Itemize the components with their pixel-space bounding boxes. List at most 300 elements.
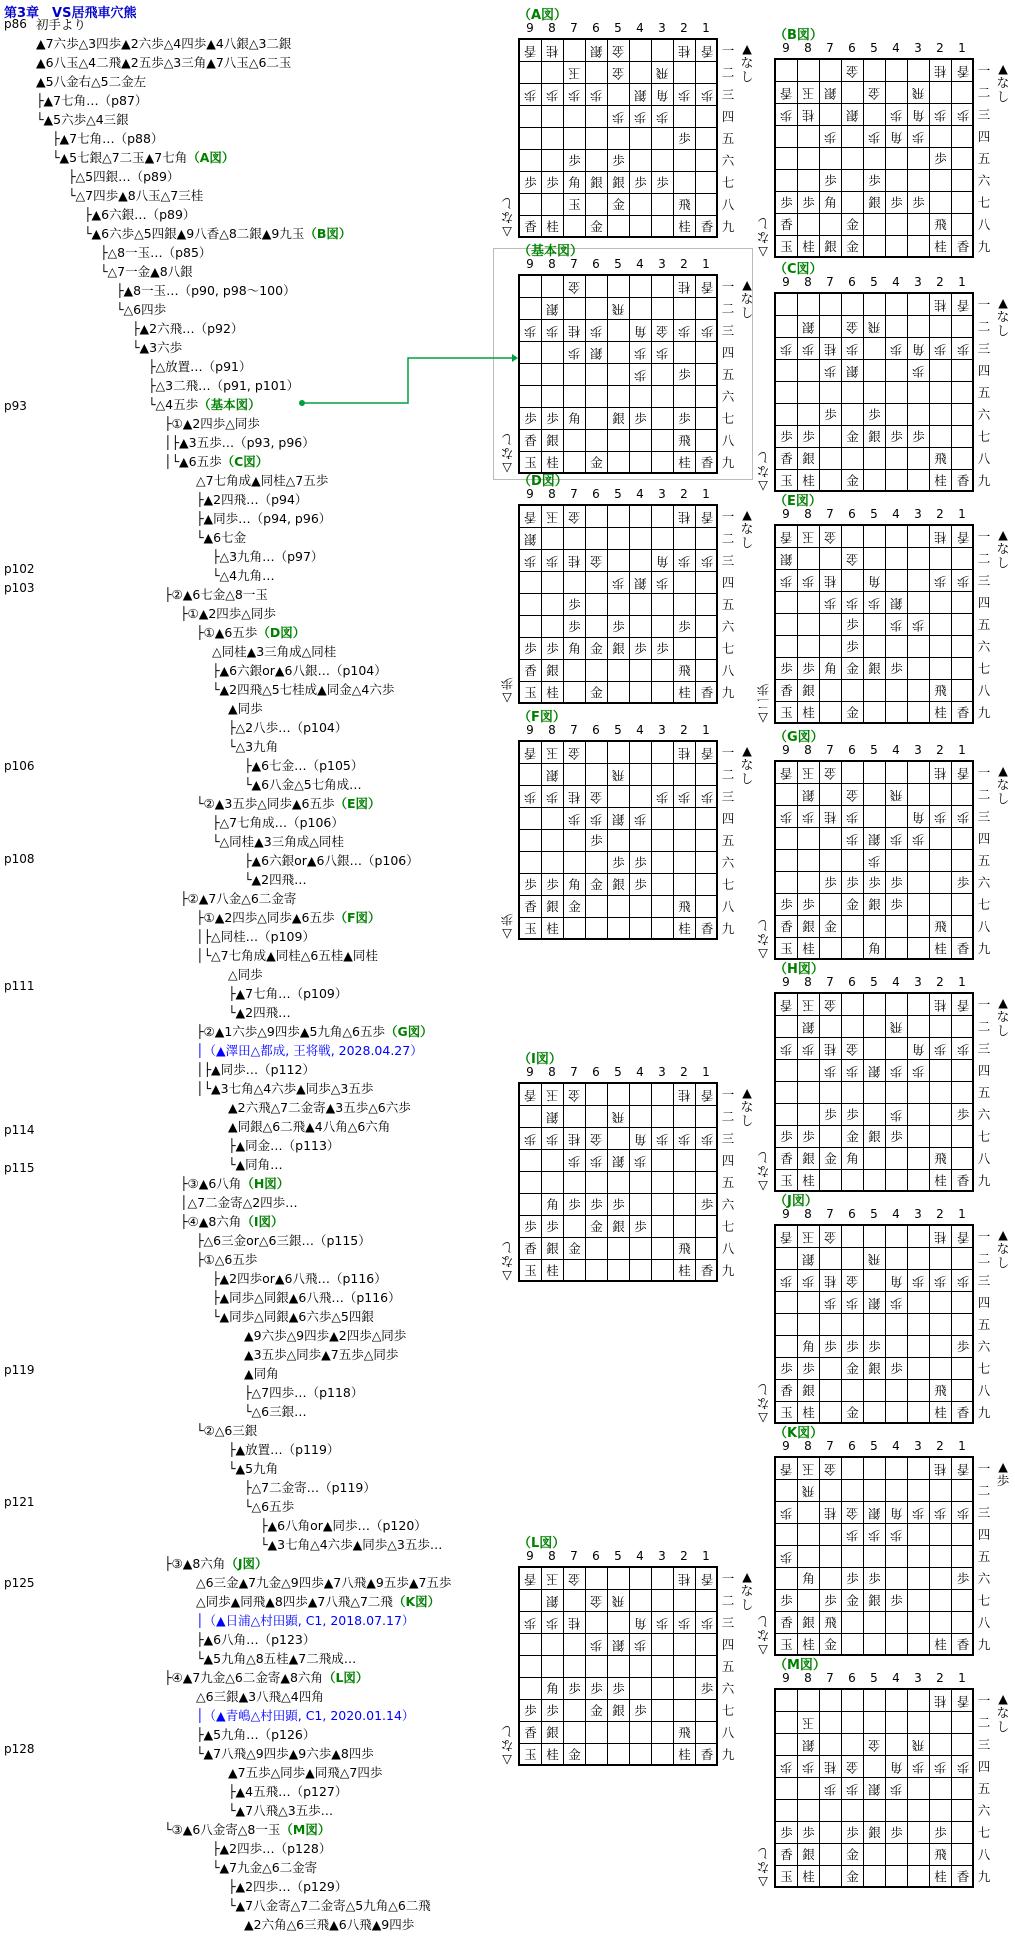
row-label: 五 xyxy=(721,1175,735,1190)
gote-piece: 歩 xyxy=(934,1274,947,1289)
row-label: 三 xyxy=(721,553,735,568)
gote-piece: 歩 xyxy=(890,1108,903,1123)
sente-piece: 香 xyxy=(700,455,714,470)
gote-piece: 歩 xyxy=(956,1042,970,1057)
sente-piece: 香 xyxy=(700,1263,714,1278)
move-text: △7七角成▲同桂△7五歩 xyxy=(196,473,329,488)
sente-piece: 歩 xyxy=(524,1703,537,1718)
move-text: └▲同歩△同銀▲6六歩△5四銀 xyxy=(212,1309,374,1324)
gote-piece: 歩 xyxy=(524,790,537,805)
sente-piece: 桂 xyxy=(934,1637,947,1652)
column-label: 8 xyxy=(548,257,556,271)
sente-piece: 金 xyxy=(590,877,603,892)
column-label: 8 xyxy=(548,487,556,501)
gote-piece: 歩 xyxy=(546,88,559,103)
diagram-label: （A図） xyxy=(518,8,568,23)
row-label: 六 xyxy=(977,407,991,422)
sente-piece: 歩 xyxy=(634,641,647,656)
column-label: 6 xyxy=(592,21,600,35)
sente-hand: ▲ な し xyxy=(996,1691,1010,1734)
row-label: 三 xyxy=(977,107,991,122)
gote-piece: 桂 xyxy=(934,1462,947,1477)
sente-piece: 桂 xyxy=(678,1263,691,1278)
gote-piece: 歩 xyxy=(700,790,714,805)
gote-piece: 香 xyxy=(700,746,714,761)
gote-piece: 歩 xyxy=(890,1296,903,1311)
gote-piece: 桂 xyxy=(802,108,815,123)
gote-piece: 銀 xyxy=(634,576,647,591)
column-label: 4 xyxy=(892,1671,900,1685)
column-label: 4 xyxy=(636,1549,644,1563)
gote-piece: 歩 xyxy=(524,88,537,103)
sente-hand: ▲ 歩 xyxy=(996,1459,1010,1488)
move-text: △同桂▲3三角成△同桂 xyxy=(212,644,337,659)
move-text: └▲2四飛… xyxy=(244,872,307,887)
sente-piece: 金 xyxy=(612,197,625,212)
move-text: └△6五歩 xyxy=(244,1499,295,1514)
sente-piece: 歩 xyxy=(890,1361,903,1376)
sente-piece: 玉 xyxy=(524,455,537,470)
move-text: ├▲5九角…（p126） xyxy=(196,1727,316,1742)
sente-piece: 玉 xyxy=(780,941,793,956)
page-ref-p128: p128 xyxy=(4,1742,35,1756)
row-label: 三 xyxy=(977,1737,991,1752)
gote-piece: 歩 xyxy=(700,324,714,339)
column-label: 6 xyxy=(848,1439,856,1453)
sente-piece: 香 xyxy=(956,1173,970,1188)
column-label: 5 xyxy=(870,743,878,757)
column-label: 2 xyxy=(680,257,688,271)
sente-piece: 金 xyxy=(590,219,603,234)
sente-piece: 歩 xyxy=(780,1361,793,1376)
gote-piece: 金 xyxy=(568,510,581,525)
sente-hand: ▲ な し xyxy=(740,41,754,84)
sente-piece: 桂 xyxy=(802,1869,815,1884)
column-label: 1 xyxy=(702,723,710,737)
sente-hand: ▲ な し xyxy=(740,1085,754,1128)
page-ref-p114: p114 xyxy=(4,1123,35,1137)
move-text: │├▲3五歩…（p93, p96） xyxy=(164,435,315,450)
sente-hand: ▲ な し xyxy=(996,295,1010,338)
move-text: ▲同歩 xyxy=(228,701,263,716)
sente-piece: 金 xyxy=(846,897,859,912)
move-text: ├▲6六銀or▲6八銀…（p104） xyxy=(212,663,387,678)
gote-piece: 歩 xyxy=(802,1274,815,1289)
gote-piece: 香 xyxy=(780,86,793,101)
column-label: 5 xyxy=(870,41,878,55)
gote-piece: 歩 xyxy=(956,1760,970,1775)
gote-piece: 玉 xyxy=(802,530,815,545)
diagram-ref: （E図） xyxy=(334,796,381,811)
gote-piece: 歩 xyxy=(700,1132,714,1147)
sente-piece: 銀 xyxy=(612,641,625,656)
sente-piece: 歩 xyxy=(912,429,925,444)
gote-piece: 香 xyxy=(956,998,970,1013)
row-label: 一 xyxy=(721,509,735,524)
gote-piece: 歩 xyxy=(590,88,603,103)
sente-piece: 香 xyxy=(524,899,537,914)
move-text: ▲同角 xyxy=(244,1366,279,1381)
row-label: 四 xyxy=(721,1153,735,1168)
row-label: 四 xyxy=(977,1295,991,1310)
gote-piece: 歩 xyxy=(700,554,714,569)
gote-piece: 歩 xyxy=(634,368,647,383)
sente-piece: 桂 xyxy=(934,1869,947,1884)
gote-piece: 歩 xyxy=(912,1064,925,1079)
gote-piece: 歩 xyxy=(934,1760,947,1775)
row-label: 二 xyxy=(977,1715,991,1730)
column-label: 6 xyxy=(592,1065,600,1079)
sente-piece: 香 xyxy=(524,433,537,448)
gote-piece: 角 xyxy=(890,1760,903,1775)
row-label: 七 xyxy=(721,877,735,892)
sente-piece: 銀 xyxy=(868,195,881,210)
gote-piece: 香 xyxy=(700,510,714,525)
row-label: 九 xyxy=(977,1405,991,1420)
row-label: 三 xyxy=(721,789,735,804)
gote-piece: 歩 xyxy=(780,1274,793,1289)
sente-piece: 歩 xyxy=(846,875,859,890)
gote-piece: 金 xyxy=(590,1594,603,1609)
gote-piece: 金 xyxy=(846,320,859,335)
row-label: 六 xyxy=(721,1681,735,1696)
move-text: ├△5四銀…（p89） xyxy=(68,169,180,184)
row-label: 六 xyxy=(721,1197,735,1212)
column-label: 6 xyxy=(592,257,600,271)
row-label: 七 xyxy=(977,661,991,676)
column-label: 7 xyxy=(826,743,834,757)
move-text: ├▲2四歩or▲6八飛…（p116） xyxy=(212,1271,387,1286)
gote-hand: し な ▽ xyxy=(500,1724,514,1766)
sente-piece: 歩 xyxy=(546,411,559,426)
sente-piece: 歩 xyxy=(824,1593,837,1608)
row-label: 六 xyxy=(977,1107,991,1122)
sente-piece: 歩 xyxy=(678,131,691,146)
gote-piece: 香 xyxy=(700,1088,714,1103)
sente-piece: 金 xyxy=(824,1151,837,1166)
gote-piece: 飛 xyxy=(802,1484,815,1499)
move-text: ├③▲6八角 xyxy=(180,1176,242,1191)
gote-piece: 歩 xyxy=(802,810,815,825)
diagram-ref: （I図） xyxy=(241,1214,284,1229)
move-text: └▲5六歩△4三銀 xyxy=(36,112,129,127)
column-label: 6 xyxy=(592,487,600,501)
row-label: 二 xyxy=(721,767,735,782)
gote-piece: 銀 xyxy=(802,320,815,335)
gote-piece: 歩 xyxy=(780,108,793,123)
sente-piece: 歩 xyxy=(868,173,881,188)
sente-piece: 金 xyxy=(846,473,859,488)
column-label: 2 xyxy=(936,41,944,55)
move-text: └▲6六歩△5四銀▲9八香△8二銀▲9九玉 xyxy=(84,226,305,241)
sente-piece: 香 xyxy=(700,685,714,700)
gote-piece: 銀 xyxy=(546,768,559,783)
move-text: ├③▲8六角 xyxy=(164,1556,226,1571)
move-text: └△同桂▲3三角成△同桂 xyxy=(212,834,344,849)
row-label: 七 xyxy=(977,195,991,210)
column-label: 1 xyxy=(958,743,966,757)
sente-piece: 角 xyxy=(568,641,581,656)
gote-piece: 金 xyxy=(846,1274,859,1289)
move-text: ├▲7七角…（p87） xyxy=(36,93,148,108)
sente-piece: 歩 xyxy=(802,661,815,676)
sente-piece: 飛 xyxy=(934,1151,947,1166)
gote-piece: 香 xyxy=(956,1462,970,1477)
row-label: 一 xyxy=(977,297,991,312)
column-label: 3 xyxy=(658,257,666,271)
column-label: 2 xyxy=(936,507,944,521)
row-label: 四 xyxy=(721,109,735,124)
move-text: ├▲7七角…（p88） xyxy=(52,131,164,146)
row-label: 二 xyxy=(721,301,735,316)
column-label: 7 xyxy=(826,975,834,989)
sente-piece: 香 xyxy=(700,219,714,234)
row-label: 六 xyxy=(977,1571,991,1586)
diagram-ref: （L図） xyxy=(322,1670,369,1685)
sente-piece: 金 xyxy=(846,1869,859,1884)
gote-piece: 歩 xyxy=(912,364,925,379)
column-label: 8 xyxy=(548,1549,556,1563)
gote-piece: 香 xyxy=(780,1230,793,1245)
gote-piece: 銀 xyxy=(824,86,837,101)
column-label: 2 xyxy=(936,275,944,289)
move-text: ├④▲7九金△6二金寄▲8六角 xyxy=(164,1670,323,1685)
diagram-ref: （K図） xyxy=(392,1594,441,1609)
sente-piece: 銀 xyxy=(612,175,625,190)
sente-piece: 金 xyxy=(824,1637,837,1652)
column-label: 1 xyxy=(958,41,966,55)
gote-piece: 香 xyxy=(956,298,970,313)
sente-piece: 歩 xyxy=(546,1219,559,1234)
gote-piece: 歩 xyxy=(780,810,793,825)
gote-piece: 玉 xyxy=(802,1230,815,1245)
row-label: 三 xyxy=(977,1041,991,1056)
sente-piece: 歩 xyxy=(956,1107,970,1122)
row-label: 三 xyxy=(977,809,991,824)
move-text: ├▲6七金…（p105） xyxy=(244,758,364,773)
gote-piece: 歩 xyxy=(846,832,859,847)
column-label: 1 xyxy=(702,21,710,35)
row-label: 二 xyxy=(721,1109,735,1124)
gote-piece: 銀 xyxy=(868,1782,881,1797)
column-label: 6 xyxy=(848,275,856,289)
row-label: 四 xyxy=(977,129,991,144)
sente-piece: 飛 xyxy=(934,1847,947,1862)
sente-piece: 歩 xyxy=(868,407,881,422)
sente-piece: 銀 xyxy=(868,1361,881,1376)
gote-piece: 桂 xyxy=(934,1694,947,1709)
row-label: 一 xyxy=(721,279,735,294)
gote-piece: 歩 xyxy=(780,1760,793,1775)
column-label: 3 xyxy=(914,1207,922,1221)
move-text: └▲6八金△5七角成… xyxy=(244,777,362,792)
sente-piece: 歩 xyxy=(612,855,625,870)
sente-piece: 香 xyxy=(956,473,970,488)
gote-piece: 歩 xyxy=(678,1132,691,1147)
gote-piece: 歩 xyxy=(546,1616,559,1631)
move-text: └△4九角… xyxy=(212,568,275,583)
move-text: ├▲同歩△同銀▲6八飛…（p116） xyxy=(212,1290,401,1305)
move-text: └▲7九金△6二金寄 xyxy=(212,1860,318,1875)
gote-piece: 桂 xyxy=(934,766,947,781)
game-source: │（▲澤田△都成, 王将戦, 2028.04.27） xyxy=(196,1043,423,1058)
move-text: ▲7六歩△3四歩▲2六歩△4四歩▲4八銀△3二銀 xyxy=(36,36,292,51)
sente-piece: 歩 xyxy=(846,639,859,654)
diagram-label: （基本図） xyxy=(518,244,584,259)
gote-piece: 歩 xyxy=(890,618,903,633)
row-label: 七 xyxy=(977,1593,991,1608)
gote-piece: 歩 xyxy=(656,110,669,125)
sente-piece: 歩 xyxy=(590,833,603,848)
diagram-ref: （C図） xyxy=(221,454,269,469)
sente-piece: 歩 xyxy=(590,1681,603,1696)
sente-piece: 香 xyxy=(780,451,793,466)
gote-piece: 歩 xyxy=(912,1506,925,1521)
column-label: 7 xyxy=(570,723,578,737)
move-text: △同歩▲同飛▲8四歩▲7八飛△7二飛 xyxy=(196,1594,393,1609)
column-label: 7 xyxy=(570,1065,578,1079)
column-label: 5 xyxy=(614,257,622,271)
gote-piece: 歩 xyxy=(802,342,815,357)
gote-piece: 玉 xyxy=(546,746,559,761)
sente-piece: 歩 xyxy=(524,175,537,190)
gote-piece: 玉 xyxy=(802,1716,815,1731)
sente-piece: 玉 xyxy=(780,1173,793,1188)
move-text: ├△2八歩…（p104） xyxy=(228,720,348,735)
sente-piece: 歩 xyxy=(634,411,647,426)
column-label: 8 xyxy=(804,1671,812,1685)
row-label: 九 xyxy=(721,921,735,936)
column-label: 3 xyxy=(658,723,666,737)
gote-piece: 歩 xyxy=(678,1616,691,1631)
move-text: └△6三銀… xyxy=(244,1404,307,1419)
gote-piece: 歩 xyxy=(678,88,691,103)
row-label: 一 xyxy=(721,43,735,58)
sente-hand: ▲ な し xyxy=(996,763,1010,806)
gote-piece: 金 xyxy=(568,746,581,761)
gote-piece: 歩 xyxy=(634,110,647,125)
column-label: 4 xyxy=(892,275,900,289)
row-label: 六 xyxy=(721,619,735,634)
sente-piece: 歩 xyxy=(656,641,669,656)
move-text: └△7一金▲8八銀 xyxy=(100,264,193,279)
row-label: 一 xyxy=(721,1571,735,1586)
gote-piece: 飛 xyxy=(656,66,669,81)
sente-piece: 金 xyxy=(846,217,859,232)
sente-piece: 角 xyxy=(546,1681,559,1696)
sente-piece: 歩 xyxy=(546,175,559,190)
gote-piece: 角 xyxy=(912,108,925,123)
gote-piece: 桂 xyxy=(568,554,581,569)
sente-piece: 香 xyxy=(780,1151,793,1166)
move-text: └▲3六歩 xyxy=(132,340,183,355)
sente-piece: 桂 xyxy=(802,239,815,254)
move-text: ▲7五歩△同歩▲同飛△7四歩 xyxy=(228,1765,383,1780)
sente-piece: 歩 xyxy=(568,1681,581,1696)
gote-piece: 銀 xyxy=(868,1296,881,1311)
row-label: 四 xyxy=(977,595,991,610)
row-label: 五 xyxy=(721,1659,735,1674)
sente-piece: 金 xyxy=(846,1361,859,1376)
move-text: △6三金▲7九金△9四歩▲7八飛▲9五歩▲7五歩 xyxy=(196,1575,452,1590)
sente-piece: 桂 xyxy=(678,219,691,234)
sente-piece: 香 xyxy=(700,921,714,936)
gote-piece: 歩 xyxy=(700,88,714,103)
sente-piece: 銀 xyxy=(546,1241,559,1256)
sente-piece: 歩 xyxy=(568,1197,581,1212)
gote-hand: し な ▽ xyxy=(756,216,770,258)
column-label: 2 xyxy=(680,1065,688,1079)
column-label: 3 xyxy=(914,507,922,521)
column-label: 1 xyxy=(958,1439,966,1453)
column-label: 2 xyxy=(936,975,944,989)
row-label: 八 xyxy=(977,919,991,934)
move-text: │△7二金寄△2四歩… xyxy=(180,1195,298,1210)
gote-hand: 歩 ▽ xyxy=(500,676,514,704)
gote-piece: 歩 xyxy=(956,108,970,123)
row-label: 九 xyxy=(977,1173,991,1188)
page-ref-p119: p119 xyxy=(4,1363,35,1377)
sente-piece: 桂 xyxy=(546,219,559,234)
gote-piece: 桂 xyxy=(678,1572,691,1587)
diagram-ref: （F図） xyxy=(334,910,381,925)
gote-piece: 歩 xyxy=(934,342,947,357)
diagram-label: （C図） xyxy=(774,262,823,277)
gote-piece: 金 xyxy=(868,1738,881,1753)
sente-hand: ▲ な し xyxy=(996,527,1010,570)
row-label: 九 xyxy=(721,685,735,700)
row-label: 四 xyxy=(721,1637,735,1652)
gote-piece: 銀 xyxy=(802,1020,815,1035)
column-label: 4 xyxy=(892,1439,900,1453)
gote-piece: 金 xyxy=(568,280,581,295)
column-label: 1 xyxy=(702,257,710,271)
gote-hand: し な ▽ xyxy=(756,1846,770,1888)
row-label: 一 xyxy=(977,997,991,1012)
gote-piece: 歩 xyxy=(912,832,925,847)
gote-piece: 金 xyxy=(846,1506,859,1521)
sente-piece: 金 xyxy=(824,919,837,934)
gote-piece: 歩 xyxy=(912,130,925,145)
sente-piece: 歩 xyxy=(802,1129,815,1144)
row-label: 二 xyxy=(721,531,735,546)
row-label: 八 xyxy=(721,197,735,212)
gote-piece: 香 xyxy=(956,1694,970,1709)
column-label: 8 xyxy=(548,723,556,737)
row-label: 四 xyxy=(977,1759,991,1774)
column-label: 5 xyxy=(614,1549,622,1563)
column-label: 6 xyxy=(848,1671,856,1685)
row-label: 六 xyxy=(977,639,991,654)
row-label: 八 xyxy=(977,1847,991,1862)
column-label: 7 xyxy=(570,1549,578,1563)
sente-piece: 歩 xyxy=(802,1361,815,1376)
row-label: 八 xyxy=(977,451,991,466)
sente-piece: 飛 xyxy=(678,1241,691,1256)
sente-piece: 歩 xyxy=(524,641,537,656)
gote-piece: 歩 xyxy=(824,364,837,379)
move-text: ├△3二飛…（p91, p101） xyxy=(148,378,300,393)
gote-piece: 歩 xyxy=(868,854,881,869)
move-text: ▲9六歩△9四歩▲2四歩△同歩 xyxy=(244,1328,407,1343)
move-text: └▲7八飛△9四歩▲9六歩▲8四歩 xyxy=(196,1746,374,1761)
gote-piece: 歩 xyxy=(524,1616,537,1631)
sente-piece: 銀 xyxy=(612,411,625,426)
move-text: ├▲6六銀…（p89） xyxy=(84,207,196,222)
gote-piece: 香 xyxy=(956,766,970,781)
gote-piece: 歩 xyxy=(956,1506,970,1521)
sente-piece: 飛 xyxy=(934,451,947,466)
